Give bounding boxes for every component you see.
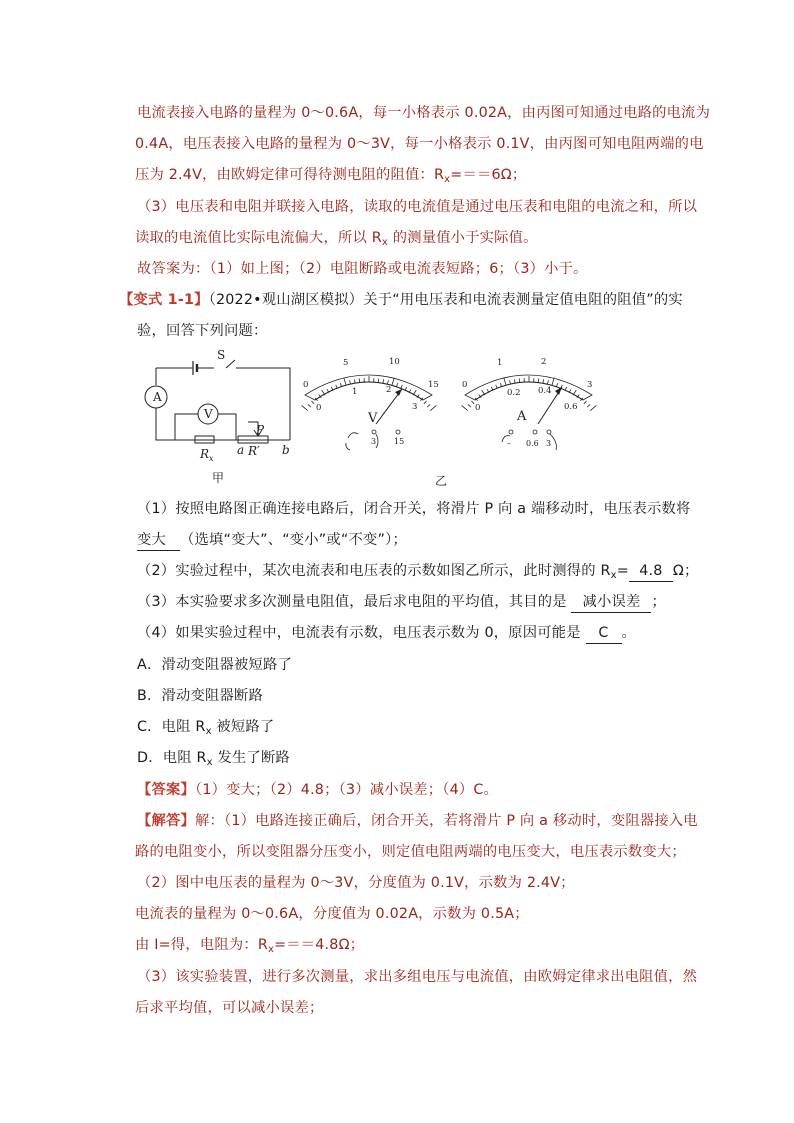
voltmeter-terminal: 15 [394,437,405,446]
dial-tick [378,379,379,383]
ammeter-outer-tick: 2 [541,357,547,367]
end-b-label: b [282,443,290,457]
dial-tick [538,379,539,383]
dial-tick [462,405,468,410]
dial-tick [584,401,587,404]
solution-line-2: 路的电阻变小，所以变阻器分压变小，则定值电阻两端的电压变大，电压表示数变大； [135,844,686,860]
prev-solution-line-4: （3）电压表和电阻并联接入电路，读取的电流值是通过电压表和电阻的电流之和，所以 [137,199,698,215]
experiment-figure [140,350,600,495]
figure-caption-yi: 乙 [435,474,448,488]
ammeter-terminal: – [507,439,511,448]
voltmeter-symbol-label: V [368,411,378,426]
dial-tick [543,379,544,383]
dial-tick [308,404,311,407]
dial-tick [396,383,397,387]
question-1-line-2: 变大 （选填“变大”、“变小”或“不变”）； [137,530,407,551]
question-2: （2）实验过程中，某次电流表和电压表的示数如图乙所示，此时测得的 $R_x= 4.8$ Ω； [137,563,699,581]
ammeter-inner-tick: 0.2 [507,388,521,398]
dial-tick [430,405,436,410]
prev-solution-line-3: 压为 2.4V，由欧姆定律可得待测电阻的阻值：$R_x===6\Omega$； [135,167,527,185]
ammeter-outer-tick: 3 [587,380,593,390]
ammeter-terminal: 0.6 [526,439,539,448]
ammeter-label: A [153,390,162,404]
ammeter-outer-tick: 0 [462,380,468,390]
voltmeter-terminal: 3 [371,437,377,446]
voltmeter-outer-tick: 10 [389,357,400,367]
ammeter-terminal: 3 [546,439,552,448]
answer-blank-2: 4.8 [629,561,673,582]
dial-tick [587,404,590,407]
solution-line-4: 电流表的量程为 0～0.6A，分度值为 0.02A，示数为 0.5A； [135,906,529,922]
voltmeter-outer-tick: 0 [303,380,309,390]
option-a: A．滑动变阻器被短路了 [137,657,292,673]
circuit-diagram [145,360,290,443]
ammeter-symbol-label: A [517,409,527,424]
answer-blank-1: 变大 [137,530,180,551]
dial-tick [519,379,520,383]
dial-tick [552,378,554,386]
dial-tick [471,401,474,404]
ammeter-outer-tick: 1 [497,358,503,368]
voltmeter-inner-tick: 2 [386,385,392,395]
dial-tick [514,379,515,383]
dial-tick [556,383,557,387]
dial-tick [590,405,596,410]
dial-tick [392,378,394,386]
dial-tick [383,379,384,383]
question-1-line-1: （1）按照电路图正确连接电路后，闭合开关，将滑片 P 向 a 端移动时，电压表示数将 [137,501,691,517]
dial-tick [547,380,548,384]
dial-tick [427,404,430,407]
option-b: B．滑动变阻器断路 [137,688,263,704]
dial-tick [350,380,351,384]
answer-line: 【答案】（1）变大；（2）4.8；（3）减小误差；（4）C。 [137,782,499,798]
variant-heading: 【变式 1-1】（2022•观山湖区模拟）关于“用电压表和电流表测量定值电阻的阻值”的实 [119,292,683,308]
prev-answer-line: 故答案为：（1）如上图；（2）电阻断路或电流表短路；6；（3）小于。 [137,261,588,277]
dial-tick [468,404,471,407]
voltmeter-label: V [204,407,213,421]
variant-tag: 【变式 1-1】 [119,292,209,308]
dial-tick [344,378,346,386]
dial-tick [302,405,308,410]
circuit-labels [152,350,290,485]
ammeter-dial [462,357,597,450]
voltmeter-inner-tick: 1 [352,387,358,397]
dial-tick [424,401,427,404]
ammeter-inner-tick: 0.6 [564,402,578,412]
prev-solution-line-1: 电流表接入电路的量程为 0～0.6A，每一小格表示 0.02A，由丙图可知通过电路的电流为 [137,105,711,121]
dial-tick [401,385,403,389]
answer-blank-3: 减小误差 [571,592,651,613]
variant-intro-line-2: 验，回答下列问题： [137,323,268,339]
dial-tick [359,379,360,383]
voltmeter-dial [302,357,439,450]
answer-label: 【答案】 [137,782,195,798]
prev-solution-line-5: 读取的电流值比实际电流偏大，所以 $R_x$ 的测量值小于实际值。 [135,230,538,248]
rheostat-label: R′ [248,444,260,458]
figure-caption-jia: 甲 [212,471,225,485]
dial-tick [387,380,388,384]
option-c: C．电阻 $R_x$ 被短路了 [137,719,275,737]
voltmeter-inner-tick: 0 [316,403,322,413]
voltmeter-outer-tick: 15 [428,380,439,390]
solution-line-6: （3）该实验装置，进行多次测量，求出多组电压与电流值，由欧姆定律求出电阻值，然 [137,969,698,985]
ammeter-inner-tick: 0 [475,403,481,413]
resistor-label: $R_x$ [200,447,214,463]
question-3: （3）本实验要求多次测量电阻值，最后求电阻的平均值，其目的是 减小误差 ； [137,592,666,613]
solution-line-7: 后求平均值，可以减小误差； [135,1000,324,1016]
answer-blank-4: C [586,623,622,644]
voltmeter-outer-tick: 5 [343,358,349,368]
option-d: D．电阻 $R_x$ 发生了断路 [137,750,290,768]
dial-tick [510,380,511,384]
question-4: （4）如果实验过程中，电流表有示数，电压表示数为 0，原因可能是 C 。 [137,623,636,644]
voltmeter-inner-tick: 3 [412,402,418,412]
dial-tick [311,401,314,404]
dial-tick [354,379,355,383]
ammeter-inner-tick: 0.4 [538,386,552,396]
slider-label: P [256,423,265,437]
solution-line-1: 【解答】解：（1）电路连接正确后，闭合开关，若将滑片 P 向 a 移动时，变阻器接入电 [137,813,698,829]
dial-tick [504,378,506,386]
solution-label: 【解答】 [137,813,195,829]
switch-label: S [217,350,226,362]
end-a-label: a [237,443,245,457]
prev-solution-line-2: 0.4A，电压表接入电路的量程为 0～3V，每一小格表示 0.1V，由丙图可知电阻两端的电 [135,136,704,152]
solution-line-5: 由 I=得，电阻为：$R_x===4.8\Omega$； [135,937,365,955]
solution-line-3: （2）图中电压表的量程为 0～3V，分度值为 0.1V，示数为 2.4V； [137,875,575,891]
